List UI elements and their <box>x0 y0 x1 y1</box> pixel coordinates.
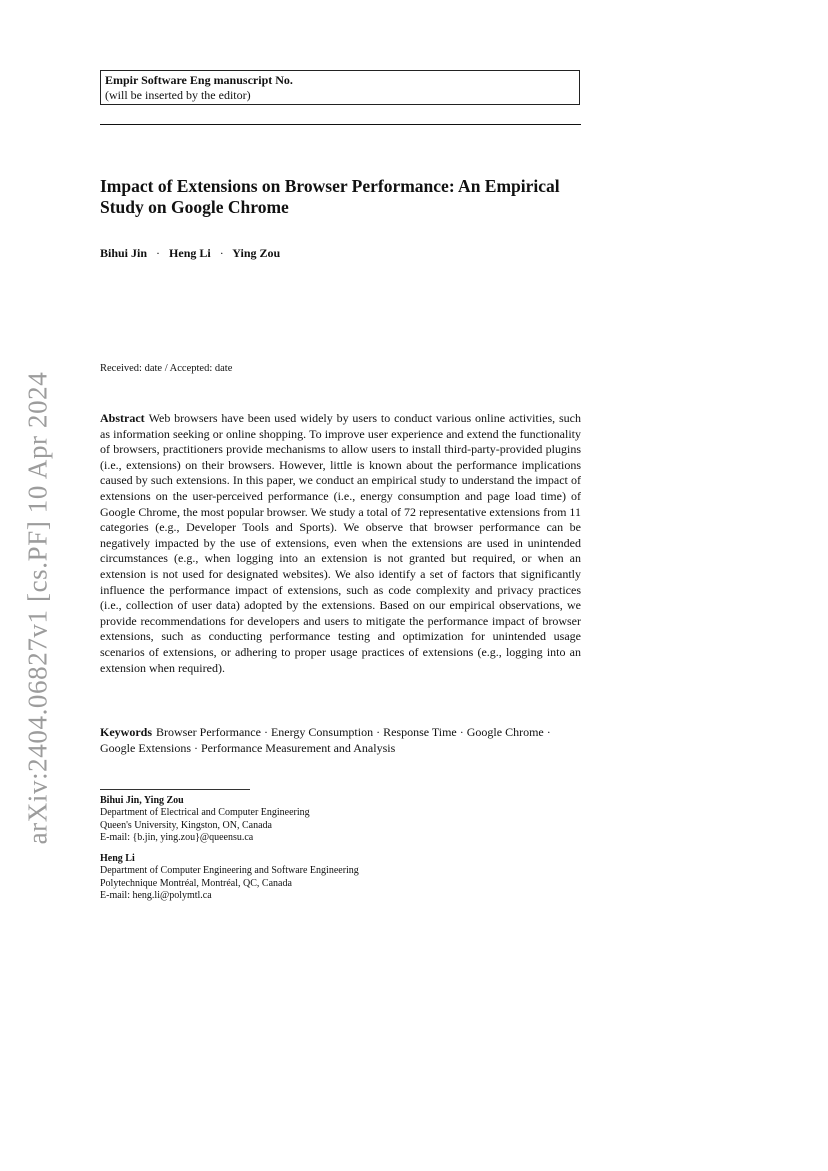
author-separator: · <box>156 246 161 260</box>
affiliation-block <box>100 795 310 845</box>
author-list <box>100 246 280 261</box>
keywords-label: Keywords <box>100 725 152 739</box>
author-name: Heng Li <box>169 246 211 260</box>
affiliation-department: Department of Electrical and Computer Engineering <box>100 807 310 819</box>
abstract-text: Web browsers have been used widely by users to conduct various online activities, such as information seeking or online shopping. To improve user experience and extend the functionality of browsers, practitioners provide mechanisms to allow users to install third-party-provided plugins (i.e., extensions) on their browsers. However, little is known about the performance implications caused by such extensions. In this paper, we conduct an empirical study to understand the impact of extensions on the user-perceived performance (i.e., energy consumption and page load time) of Google Chrome, the most popular browser. We study a total of 72 representative extensions from 11 categories (e.g., Developer Tools and Sports). We observe that browser performance can be negatively impacted by the use of extensions, even when the extensions are used in unintended circumstances (e.g., when logging into an extension is not granted but required, or when an extension is not used for designated websites). We also identify a set of factors that significantly influence the performance impact of extensions, such as code complexity and privacy practices (i.e., collection of user data) adopted by the extensions. Based on our empirical observations, we provide recommendations for developers and users to mitigate the performance impact of browser extensions, such as conducting performance testing and optimization for unintended usage scenarios of extensions, or adhering to proper usage practices of extensions (e.g., logging into an extension when required). <box>100 411 581 675</box>
affiliation-block <box>100 853 359 903</box>
affiliation-institution: Polytechnique Montréal, Montréal, QC, Canada <box>100 877 292 889</box>
affiliation-email: E-mail: heng.li@polymtl.ca <box>100 890 212 902</box>
affiliation-email: E-mail: {b.jin, ying.zou}@queensu.ca <box>100 832 254 844</box>
header-rule <box>100 124 581 125</box>
keywords-paragraph <box>100 725 581 756</box>
keywords-text: Browser Performance · Energy Consumption · Response Time · Google Chrome · Google Extensions · Performance Measurement and Analysis <box>100 725 551 755</box>
affiliation-institution: Queen's University, Kingston, ON, Canada <box>100 819 272 831</box>
paper-title: Impact of Extensions on Browser Performance: An Empirical Study on Google Chrome <box>100 176 560 217</box>
footnote-rule <box>100 789 250 790</box>
journal-header-box <box>100 70 580 105</box>
editor-note: (will be inserted by the editor) <box>105 88 251 102</box>
abstract-label: Abstract <box>100 411 145 425</box>
received-accepted-line: Received: date / Accepted: date <box>100 363 233 374</box>
affiliation-names: Bihui Jin, Ying Zou <box>100 795 184 806</box>
journal-name: Empir Software Eng manuscript No. <box>105 73 293 87</box>
affiliation-names: Heng Li <box>100 853 135 864</box>
affiliation-department: Department of Computer Engineering and Software Engineering <box>100 865 359 877</box>
author-name: Bihui Jin <box>100 246 148 260</box>
author-name: Ying Zou <box>232 246 281 260</box>
arxiv-identifier: arXiv:2404.06827v1 [cs.PF] 10 Apr 2024 <box>22 371 53 845</box>
abstract-paragraph <box>100 411 581 676</box>
author-separator: · <box>219 246 224 260</box>
